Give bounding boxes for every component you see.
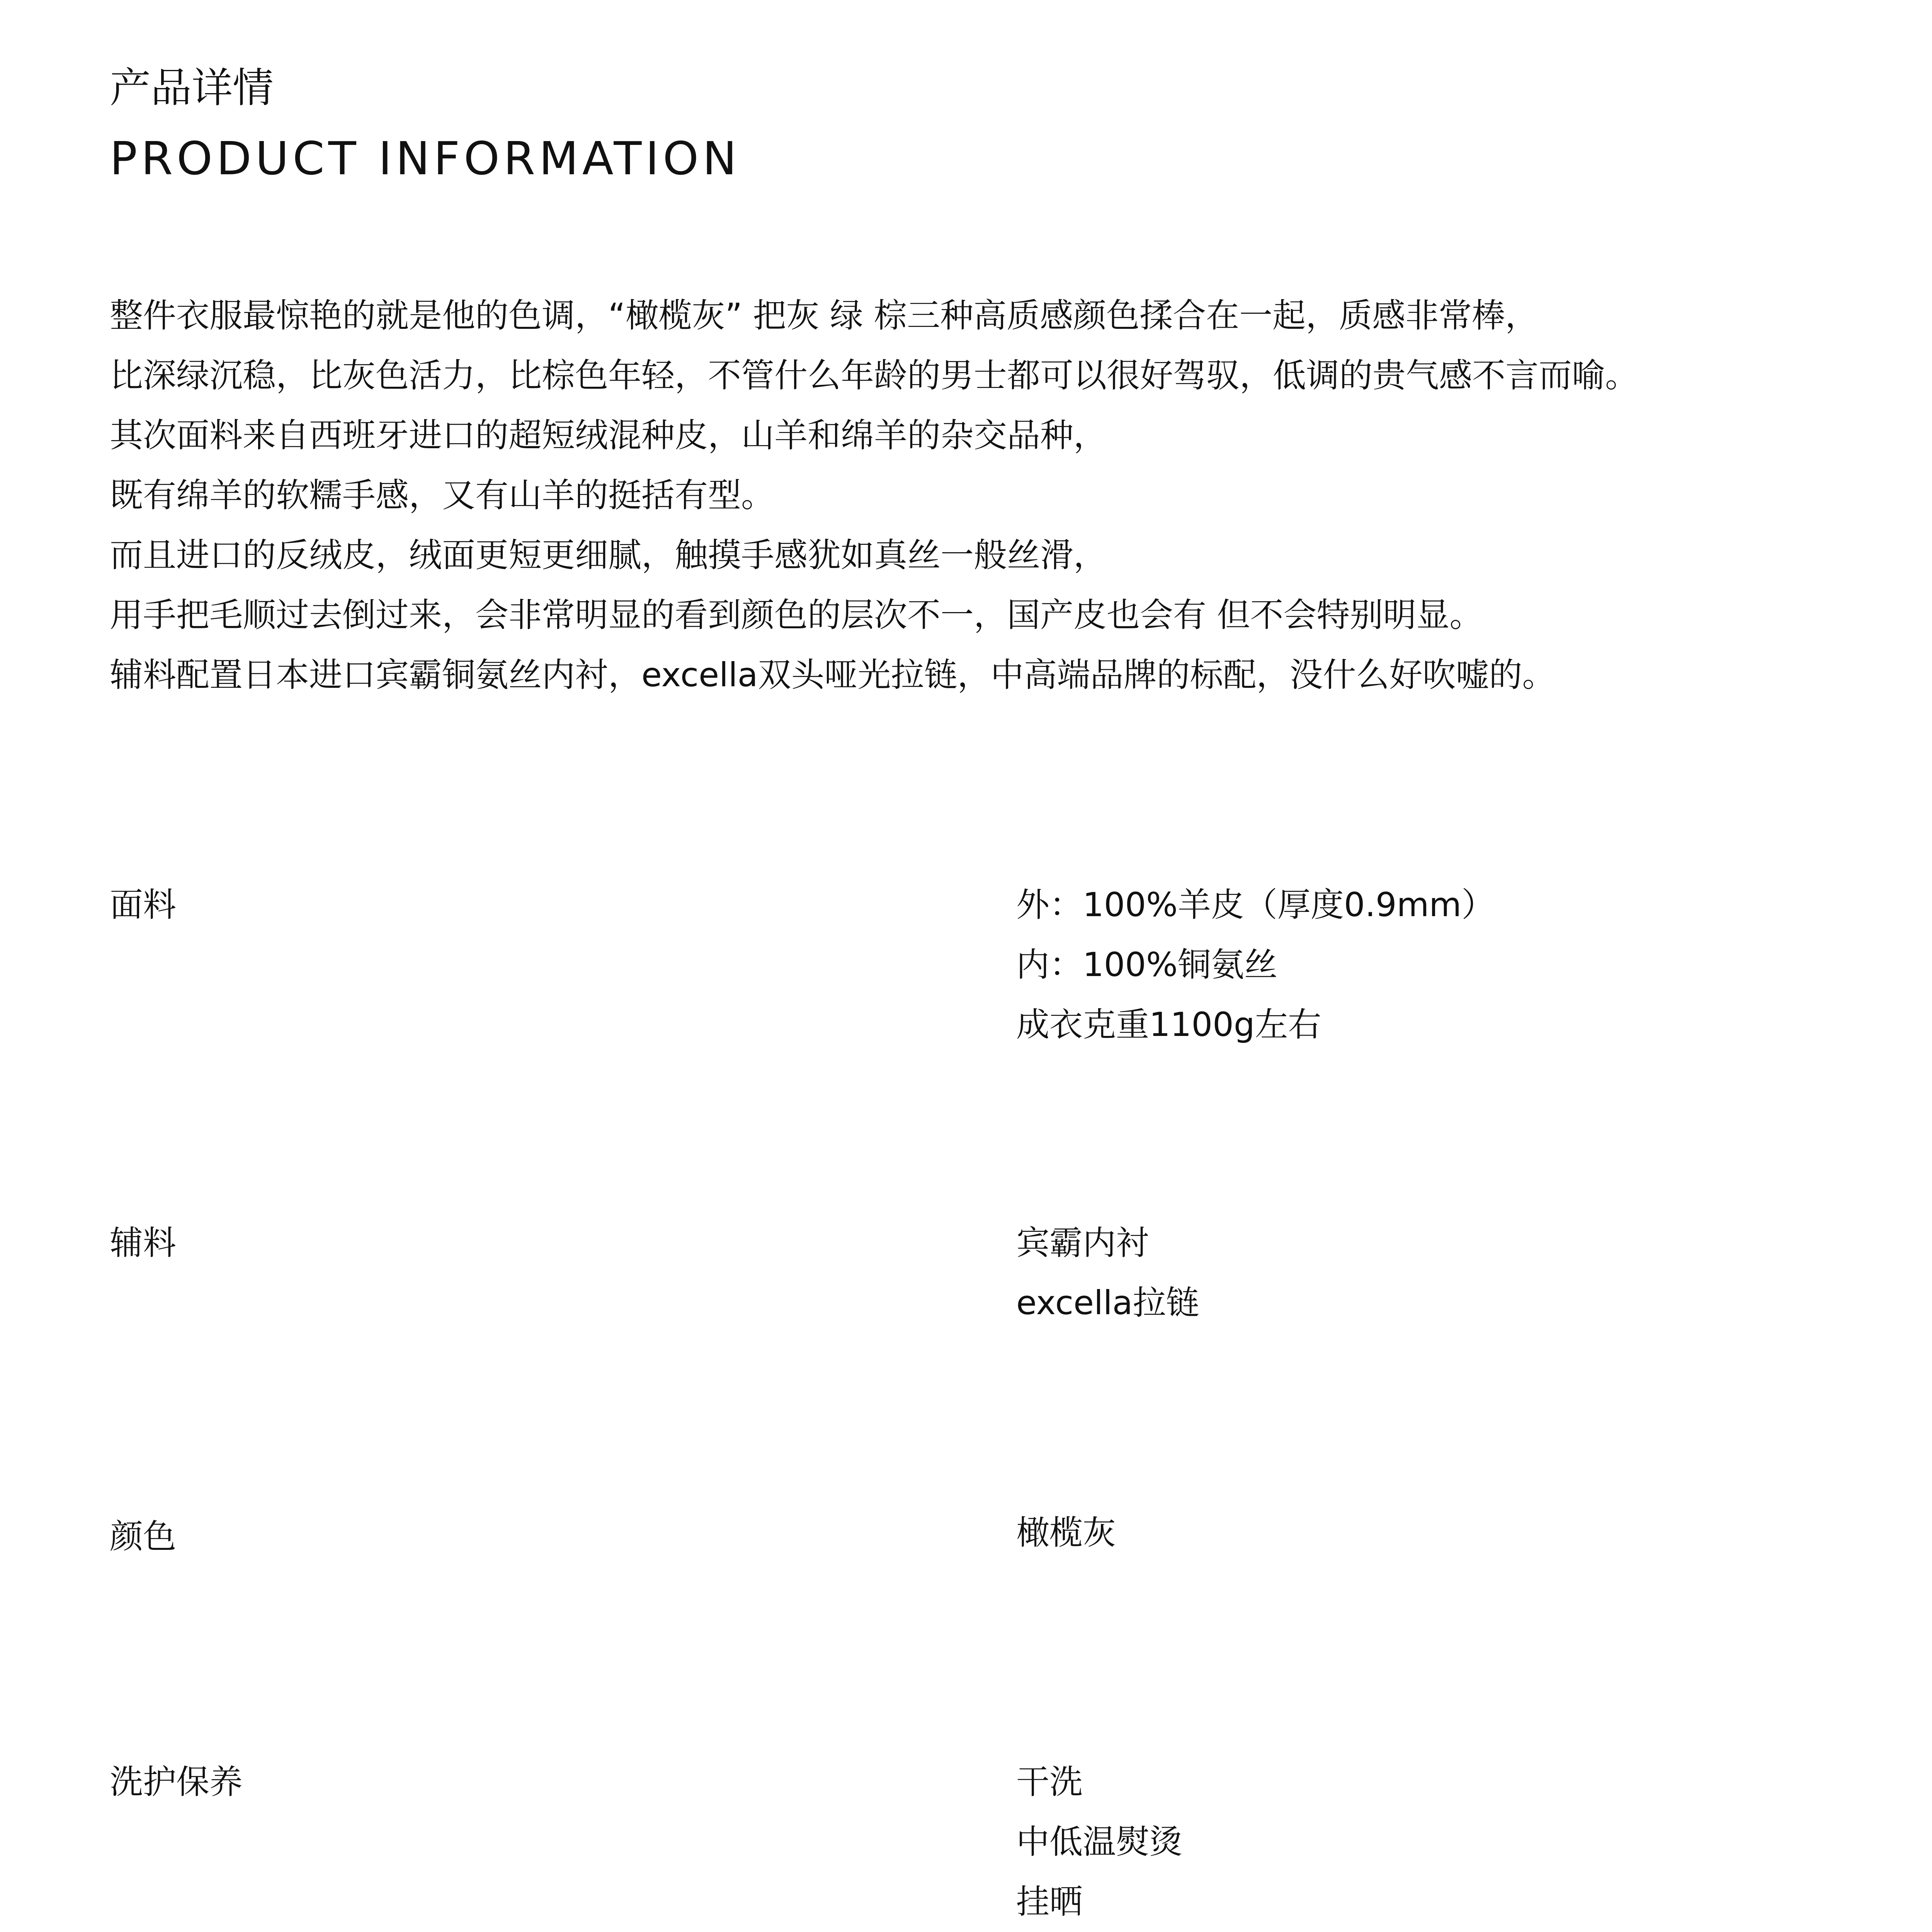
spec-value: 宾霸内衬: [1016, 1224, 1149, 1262]
spec-value: 外：100%羊皮（厚度0.9mm）: [1016, 886, 1495, 924]
spec-value: 中低温熨烫: [1016, 1823, 1182, 1861]
spec-label-care: 洗护保养: [110, 1763, 243, 1801]
intro-line: 既有绵羊的软糯手感，又有山羊的挺括有型。: [110, 476, 774, 515]
spec-value: 成衣克重1100g左右: [1016, 1005, 1321, 1044]
spec-value: 干洗: [1016, 1763, 1083, 1801]
page-title-chinese: 产品详情: [110, 64, 274, 112]
intro-line: 而且进口的反绒皮，绒面更短更细腻，触摸手感犹如真丝一般丝滑，: [110, 536, 1107, 575]
intro-paragraph: [110, 286, 1906, 705]
page-title-english: PRODUCT INFORMATION: [110, 132, 741, 185]
intro-line: 比深绿沉稳，比灰色活力，比棕色年轻，不管什么年龄的男士都可以很好驾驭，低调的贵气感不言而喻。: [110, 356, 1638, 395]
intro-line: 辅料配置日本进口宾霸铜氨丝内衬，excella双头哑光拉链，中高端品牌的标配，没什么好吹嘘的。: [110, 656, 1556, 694]
spec-values-care: [1016, 1752, 1905, 1932]
spec-values-accessories: [1016, 1213, 1905, 1333]
spec-value: 挂晒: [1016, 1883, 1083, 1921]
spec-values-fabric: [1016, 875, 1905, 1055]
spec-label-color: 颜色: [110, 1517, 176, 1556]
spec-label-fabric: 面料: [110, 886, 176, 924]
intro-line: 其次面料来自西班牙进口的超短绒混种皮，山羊和绵羊的杂交品种，: [110, 416, 1107, 455]
spec-value: excella拉链: [1016, 1284, 1199, 1322]
spec-values-color: [1016, 1503, 1905, 1563]
spec-value: 橄榄灰: [1016, 1514, 1116, 1552]
intro-line: 整件衣服最惊艳的就是他的色调，“橄榄灰” 把灰 绿 棕三种高质感颜色揉合在一起，质感非常棒，: [110, 296, 1539, 335]
spec-label-accessories: 辅料: [110, 1224, 176, 1262]
intro-line: 用手把毛顺过去倒过来，会非常明显的看到颜色的层次不一，国产皮也会有 但不会特别明显。: [110, 596, 1483, 634]
spec-value: 内：100%铜氨丝: [1016, 946, 1277, 984]
